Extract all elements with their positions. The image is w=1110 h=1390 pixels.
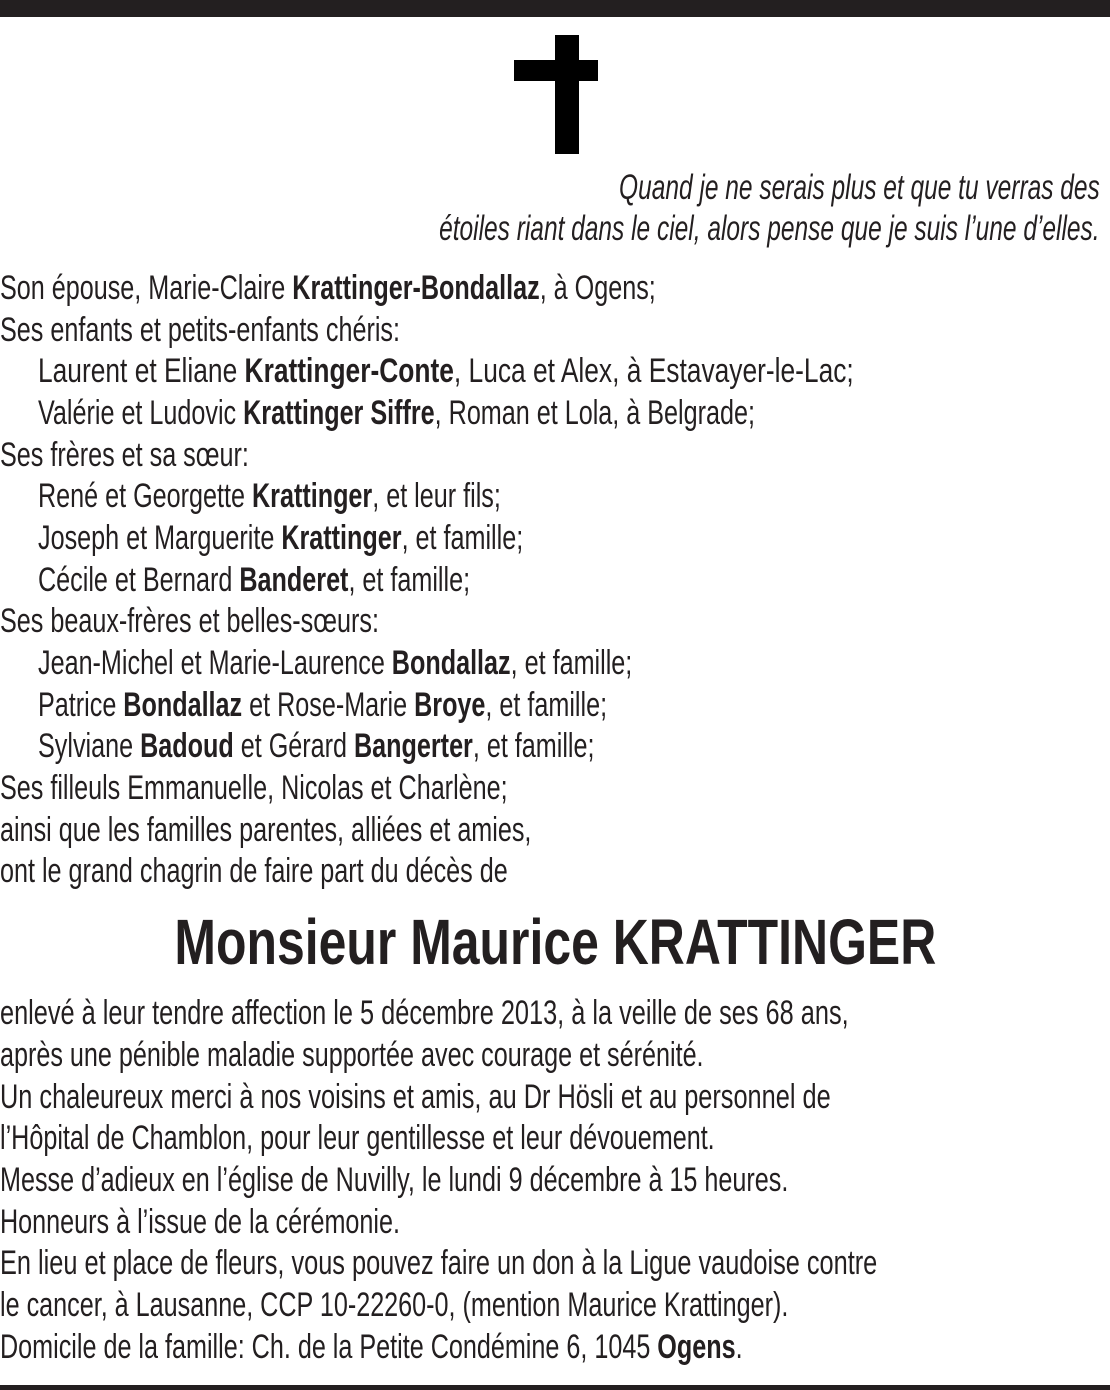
text: Joseph et Marguerite [38, 519, 282, 557]
cross-horizontal-bar [514, 60, 598, 81]
body-line: Messe d’adieux en l’église de Nuvilly, le lundi 9 décembre à 15 heures. [0, 1161, 789, 1199]
siblings-heading: Ses frères et sa sœur: [0, 436, 249, 474]
inlaw-line [38, 685, 607, 725]
surname: Krattinger Siffre [243, 394, 435, 432]
text: Son épouse, Marie-Claire [0, 269, 293, 307]
sibling-line [38, 560, 470, 600]
text: et Gérard [233, 727, 355, 765]
spouse-line [0, 268, 656, 308]
text: Domicile de la famille: Ch. de la Petite Condémine 6, 1045 [0, 1328, 658, 1366]
surname: Bondallaz [391, 644, 511, 682]
text: , à Ogens; [539, 269, 656, 307]
top-rule [0, 0, 1110, 17]
text: , et famille; [485, 686, 608, 724]
epigraph-line-1: Quand je ne serais plus et que tu verras des [619, 168, 1100, 207]
sibling-line [38, 518, 523, 558]
text: , Luca et Alex, à Estavayer-le-Lac; [453, 352, 854, 390]
text: . [735, 1328, 743, 1366]
text: Jean-Michel et Marie-Laurence [38, 644, 392, 682]
child-line [38, 393, 755, 433]
body-line: Honneurs à l’issue de la cérémonie. [0, 1203, 400, 1241]
epigraph-line-2: étoiles riant dans le ciel, alors pense que je suis l’une d’elles. [439, 209, 1100, 248]
text: Valérie et Ludovic [38, 394, 244, 432]
inlaws-heading: Ses beaux-frères et belles-sœurs: [0, 602, 379, 640]
relatives-line: ainsi que les familles parentes, alliées et amies, [0, 811, 532, 849]
surname: Bondallaz [123, 686, 243, 724]
text: , et famille; [472, 727, 595, 765]
godchildren-line: Ses filleuls Emmanuelle, Nicolas et Charlène; [0, 769, 508, 807]
text: , et leur fils; [372, 477, 501, 515]
bottom-rule [0, 1385, 1110, 1390]
body-line: enlevé à leur tendre affection le 5 décembre 2013, à la veille de ses 68 ans, [0, 994, 849, 1032]
surname: Bangerter [354, 727, 473, 765]
children-heading: Ses enfants et petits-enfants chéris: [0, 311, 400, 349]
text: , et famille; [510, 644, 633, 682]
body-line: le cancer, à Lausanne, CCP 10-22260-0, (mention Maurice Krattinger). [0, 1286, 789, 1324]
surname: Broye [414, 686, 486, 724]
body-line: après une pénible maladie supportée avec courage et sérénité. [0, 1036, 704, 1074]
text: Patrice [38, 686, 124, 724]
body-line: En lieu et place de fleurs, vous pouvez faire un don à la Ligue vaudoise contre [0, 1244, 878, 1282]
announcement-line: ont le grand chagrin de faire part du décès de [0, 852, 508, 890]
text: , et famille; [401, 519, 524, 557]
surname: Badoud [140, 727, 234, 765]
surname: Krattinger [281, 519, 402, 557]
text: et Rose-Marie [242, 686, 415, 724]
text: , Roman et Lola, à Belgrade; [434, 394, 755, 432]
surname: Krattinger-Conte [244, 352, 454, 390]
deceased-name [0, 905, 1110, 979]
town: Ogens [657, 1328, 736, 1366]
surname: Banderet [239, 561, 349, 599]
text: Sylviane [38, 727, 141, 765]
deceased-name-text: Monsieur Maurice KRATTINGER [174, 906, 936, 978]
body-line: Un chaleureux merci à nos voisins et amis, au Dr Hösli et au personnel de [0, 1078, 831, 1116]
latin-cross-icon [514, 35, 598, 155]
cross-vertical-bar [555, 35, 579, 154]
inlaw-line [38, 726, 595, 766]
sibling-line [38, 476, 501, 516]
text: Cécile et Bernard [38, 561, 240, 599]
surname: Krattinger-Bondallaz [292, 269, 540, 307]
child-line [38, 351, 854, 391]
body-line: l’Hôpital de Chamblon, pour leur gentillesse et leur dévouement. [0, 1119, 715, 1157]
text: Laurent et Eliane [38, 352, 245, 390]
text: René et Georgette [38, 477, 252, 515]
surname: Krattinger [251, 477, 373, 515]
text: , et famille; [348, 561, 471, 599]
domicile-line [0, 1327, 743, 1367]
inlaw-line [38, 643, 632, 683]
